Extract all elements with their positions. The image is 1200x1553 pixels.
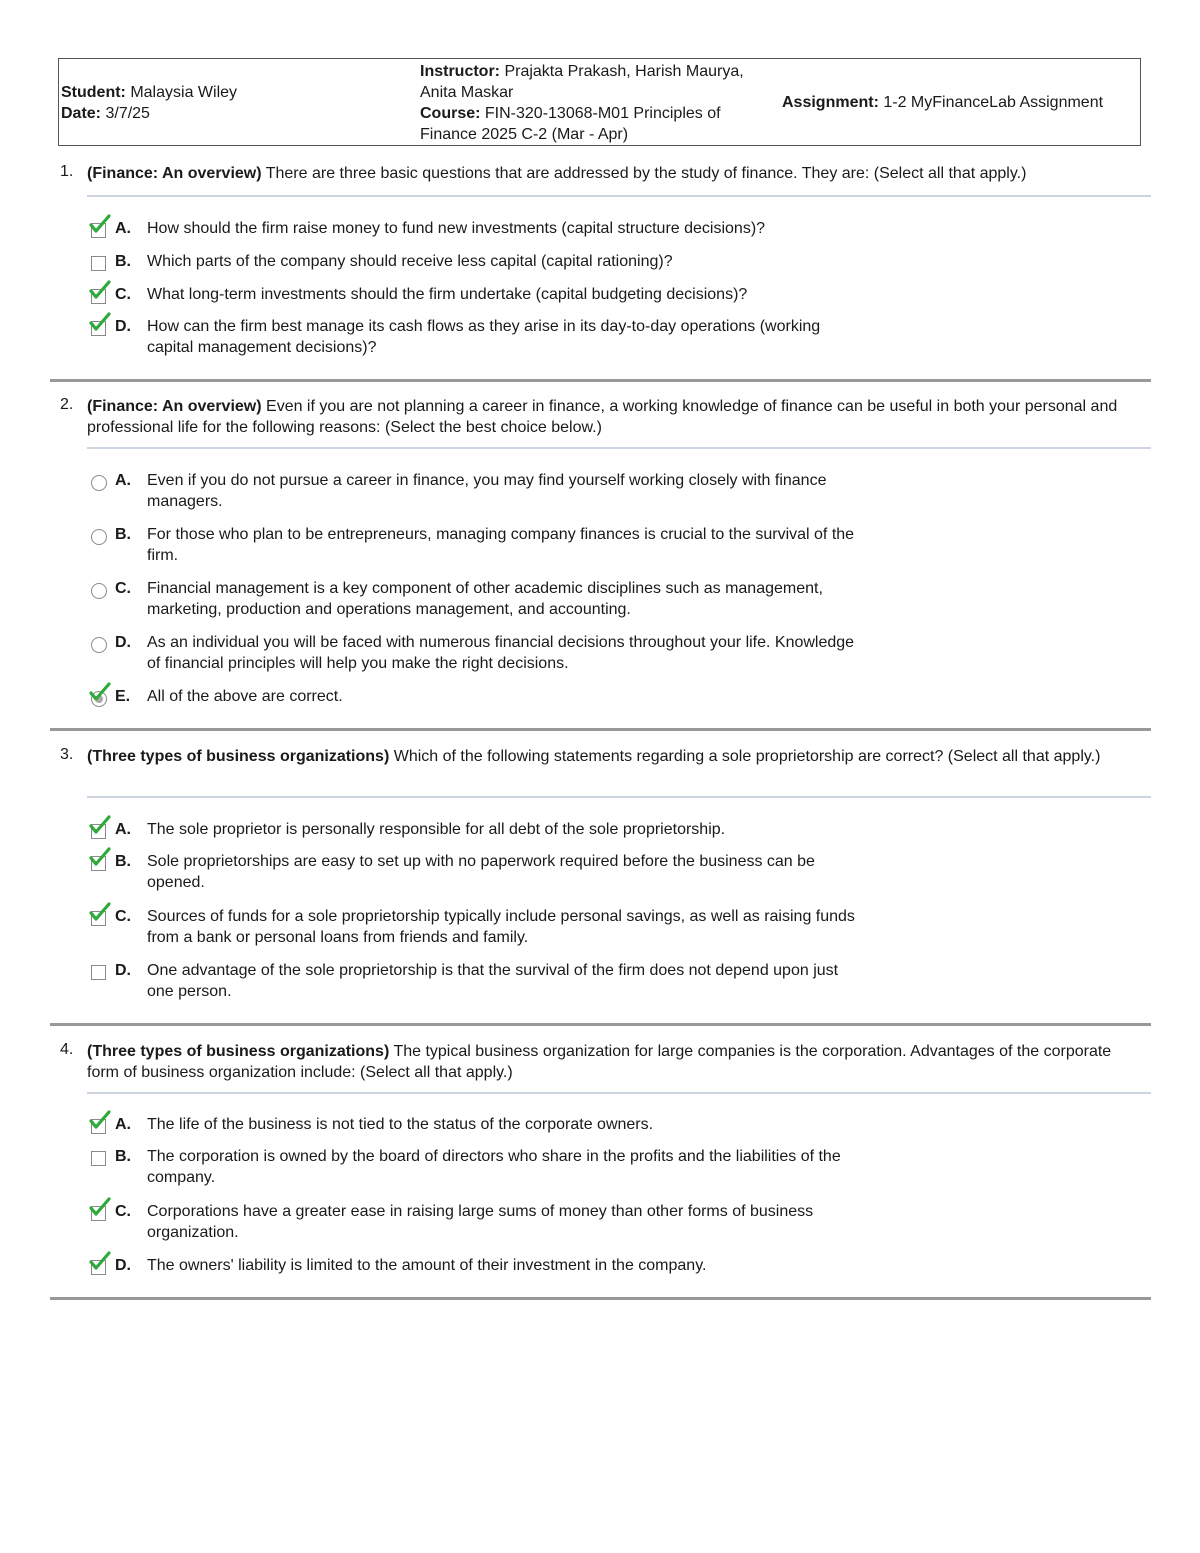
checkbox[interactable]: [89, 962, 111, 982]
option-text: Sole proprietorships are easy to set up with no paperwork required before the business can be opened.: [147, 853, 815, 891]
option-letter: C.: [115, 1203, 131, 1220]
question-number: 1.: [60, 163, 74, 180]
question-text: Which of the following statements regarding a sole proprietorship are correct? (Select all that apply.): [393, 748, 1101, 765]
question-3: [50, 746, 1151, 1026]
option-text: For those who plan to be entrepreneurs, managing company finances is crucial to the survival of the firm.: [147, 526, 855, 564]
radio-button[interactable]: [89, 472, 111, 492]
checkbox-square: [91, 256, 106, 271]
checkbox[interactable]: [89, 908, 111, 928]
question-number: 2.: [60, 396, 74, 413]
option-letter: D.: [115, 962, 131, 979]
option-letter: B.: [115, 853, 131, 870]
question-topic: (Finance: An overview): [87, 165, 262, 182]
option-text: How should the firm raise money to fund new investments (capital structure decisions)?: [147, 220, 766, 237]
option-text: The life of the business is not tied to the status of the corporate owners.: [147, 1116, 654, 1133]
radio-button[interactable]: [89, 688, 111, 708]
course-label: Course:: [420, 105, 481, 122]
option-letter: D.: [115, 634, 131, 651]
option-letter: A.: [115, 1116, 131, 1133]
assignment-label: Assignment:: [782, 94, 879, 111]
assignment-value: 1-2 MyFinanceLab Assignment: [883, 94, 1104, 111]
question-topic: (Three types of business organizations): [87, 1043, 390, 1060]
option-text: The owners' liability is limited to the amount of their investment in the company.: [147, 1257, 707, 1274]
option-letter: B.: [115, 1148, 131, 1165]
checkbox[interactable]: [89, 1116, 111, 1136]
option-letter: B.: [115, 526, 131, 543]
option-text: Sources of funds for a sole proprietorship typically include personal savings, as well as raising funds from a bank or personal loans from friends and family.: [147, 908, 855, 946]
checkbox[interactable]: [89, 1257, 111, 1277]
question-prompt: [87, 396, 1137, 438]
option-letter: C.: [115, 286, 131, 303]
checkbox[interactable]: [89, 1203, 111, 1223]
checkbox[interactable]: [89, 1148, 111, 1168]
radio-circle: [91, 475, 107, 491]
instructor-course-info: [420, 61, 780, 145]
student-info: [61, 82, 237, 124]
question-text: There are three basic questions that are addressed by the study of finance. They are: (Select all that apply.): [265, 165, 1027, 182]
date-label: Date:: [61, 105, 102, 122]
checkbox[interactable]: [89, 853, 111, 873]
checkbox[interactable]: [89, 253, 111, 273]
option-text: Corporations have a greater ease in raising large sums of money than other forms of business organization.: [147, 1203, 814, 1241]
date-value: 3/7/25: [105, 105, 150, 122]
option-text: Financial management is a key component of other academic disciplines such as management, marketing, production and operations management, and accounting.: [147, 580, 823, 618]
question-prompt: [87, 1041, 1137, 1083]
question-prompt: [87, 746, 1137, 767]
question-rule: [87, 796, 1151, 798]
question-topic: (Three types of business organizations): [87, 748, 390, 765]
option-text: How can the firm best manage its cash flows as they arise in its day-to-day operations (working capital management decisions)?: [147, 318, 821, 356]
question-rule: [87, 447, 1151, 449]
course-value: FIN-320-13068-M01 Principles of Finance 2025 C-2 (Mar - Apr): [420, 105, 721, 143]
option-letter: A.: [115, 472, 131, 489]
radio-button[interactable]: [89, 580, 111, 600]
option-letter: A.: [115, 821, 131, 838]
question-rule: [87, 195, 1151, 197]
question-number: 4.: [60, 1041, 74, 1058]
question-separator: [50, 728, 1151, 731]
student-label: Student:: [61, 84, 126, 101]
question-2: [50, 396, 1151, 731]
question-text: Even if you are not planning a career in finance, a working knowledge of finance can be useful in both your personal and professional life for the following reasons: (Select the best choice below.): [87, 398, 1118, 436]
option-letter: D.: [115, 1257, 131, 1274]
option-letter: C.: [115, 580, 131, 597]
option-text: Even if you do not pursue a career in finance, you may find yourself working closely with finance managers.: [147, 472, 827, 510]
checkbox-square: [91, 1151, 106, 1166]
question-4: [50, 1041, 1151, 1300]
question-1: [50, 163, 1151, 382]
option-letter: B.: [115, 253, 131, 270]
question-separator: [50, 379, 1151, 382]
assignment-header: [58, 58, 1141, 146]
option-letter: D.: [115, 318, 131, 335]
instructor-label: Instructor:: [420, 63, 500, 80]
option-text: The corporation is owned by the board of directors who share in the profits and the liabilities of the company.: [147, 1148, 841, 1186]
checkbox[interactable]: [89, 220, 111, 240]
option-letter: E.: [115, 688, 131, 705]
option-text: The sole proprietor is personally responsible for all debt of the sole proprietorship.: [147, 821, 726, 838]
option-text: Which parts of the company should receive less capital (capital rationing)?: [147, 253, 673, 270]
question-text: The typical business organization for large companies is the corporation. Advantages of the corporate form of business organization include: (Select all that apply.): [87, 1043, 1112, 1081]
checkbox[interactable]: [89, 318, 111, 338]
question-separator: [50, 1023, 1151, 1026]
checkbox[interactable]: [89, 286, 111, 306]
radio-circle: [91, 583, 107, 599]
assignment-info: [782, 92, 1103, 113]
option-text: One advantage of the sole proprietorship is that the survival of the firm does not depend upon just one person.: [147, 962, 839, 1000]
option-letter: C.: [115, 908, 131, 925]
option-letter: A.: [115, 220, 131, 237]
question-prompt: [87, 163, 1137, 184]
option-text: As an individual you will be faced with numerous financial decisions throughout your life. Knowledge of financial principles will help you make the right decisions.: [147, 634, 855, 672]
question-number: 3.: [60, 746, 74, 763]
instructor-value: Prajakta Prakash, Harish Maurya, Anita Maskar: [420, 63, 744, 101]
option-text: What long-term investments should the firm undertake (capital budgeting decisions)?: [147, 286, 748, 303]
question-rule: [87, 1092, 1151, 1094]
checkbox[interactable]: [89, 821, 111, 841]
radio-circle: [91, 637, 107, 653]
radio-circle: [91, 529, 107, 545]
option-text: All of the above are correct.: [147, 688, 343, 705]
student-name: Malaysia Wiley: [130, 84, 238, 101]
radio-button[interactable]: [89, 526, 111, 546]
checkbox-square: [91, 965, 106, 980]
question-separator: [50, 1297, 1151, 1300]
radio-button[interactable]: [89, 634, 111, 654]
question-topic: (Finance: An overview): [87, 398, 262, 415]
